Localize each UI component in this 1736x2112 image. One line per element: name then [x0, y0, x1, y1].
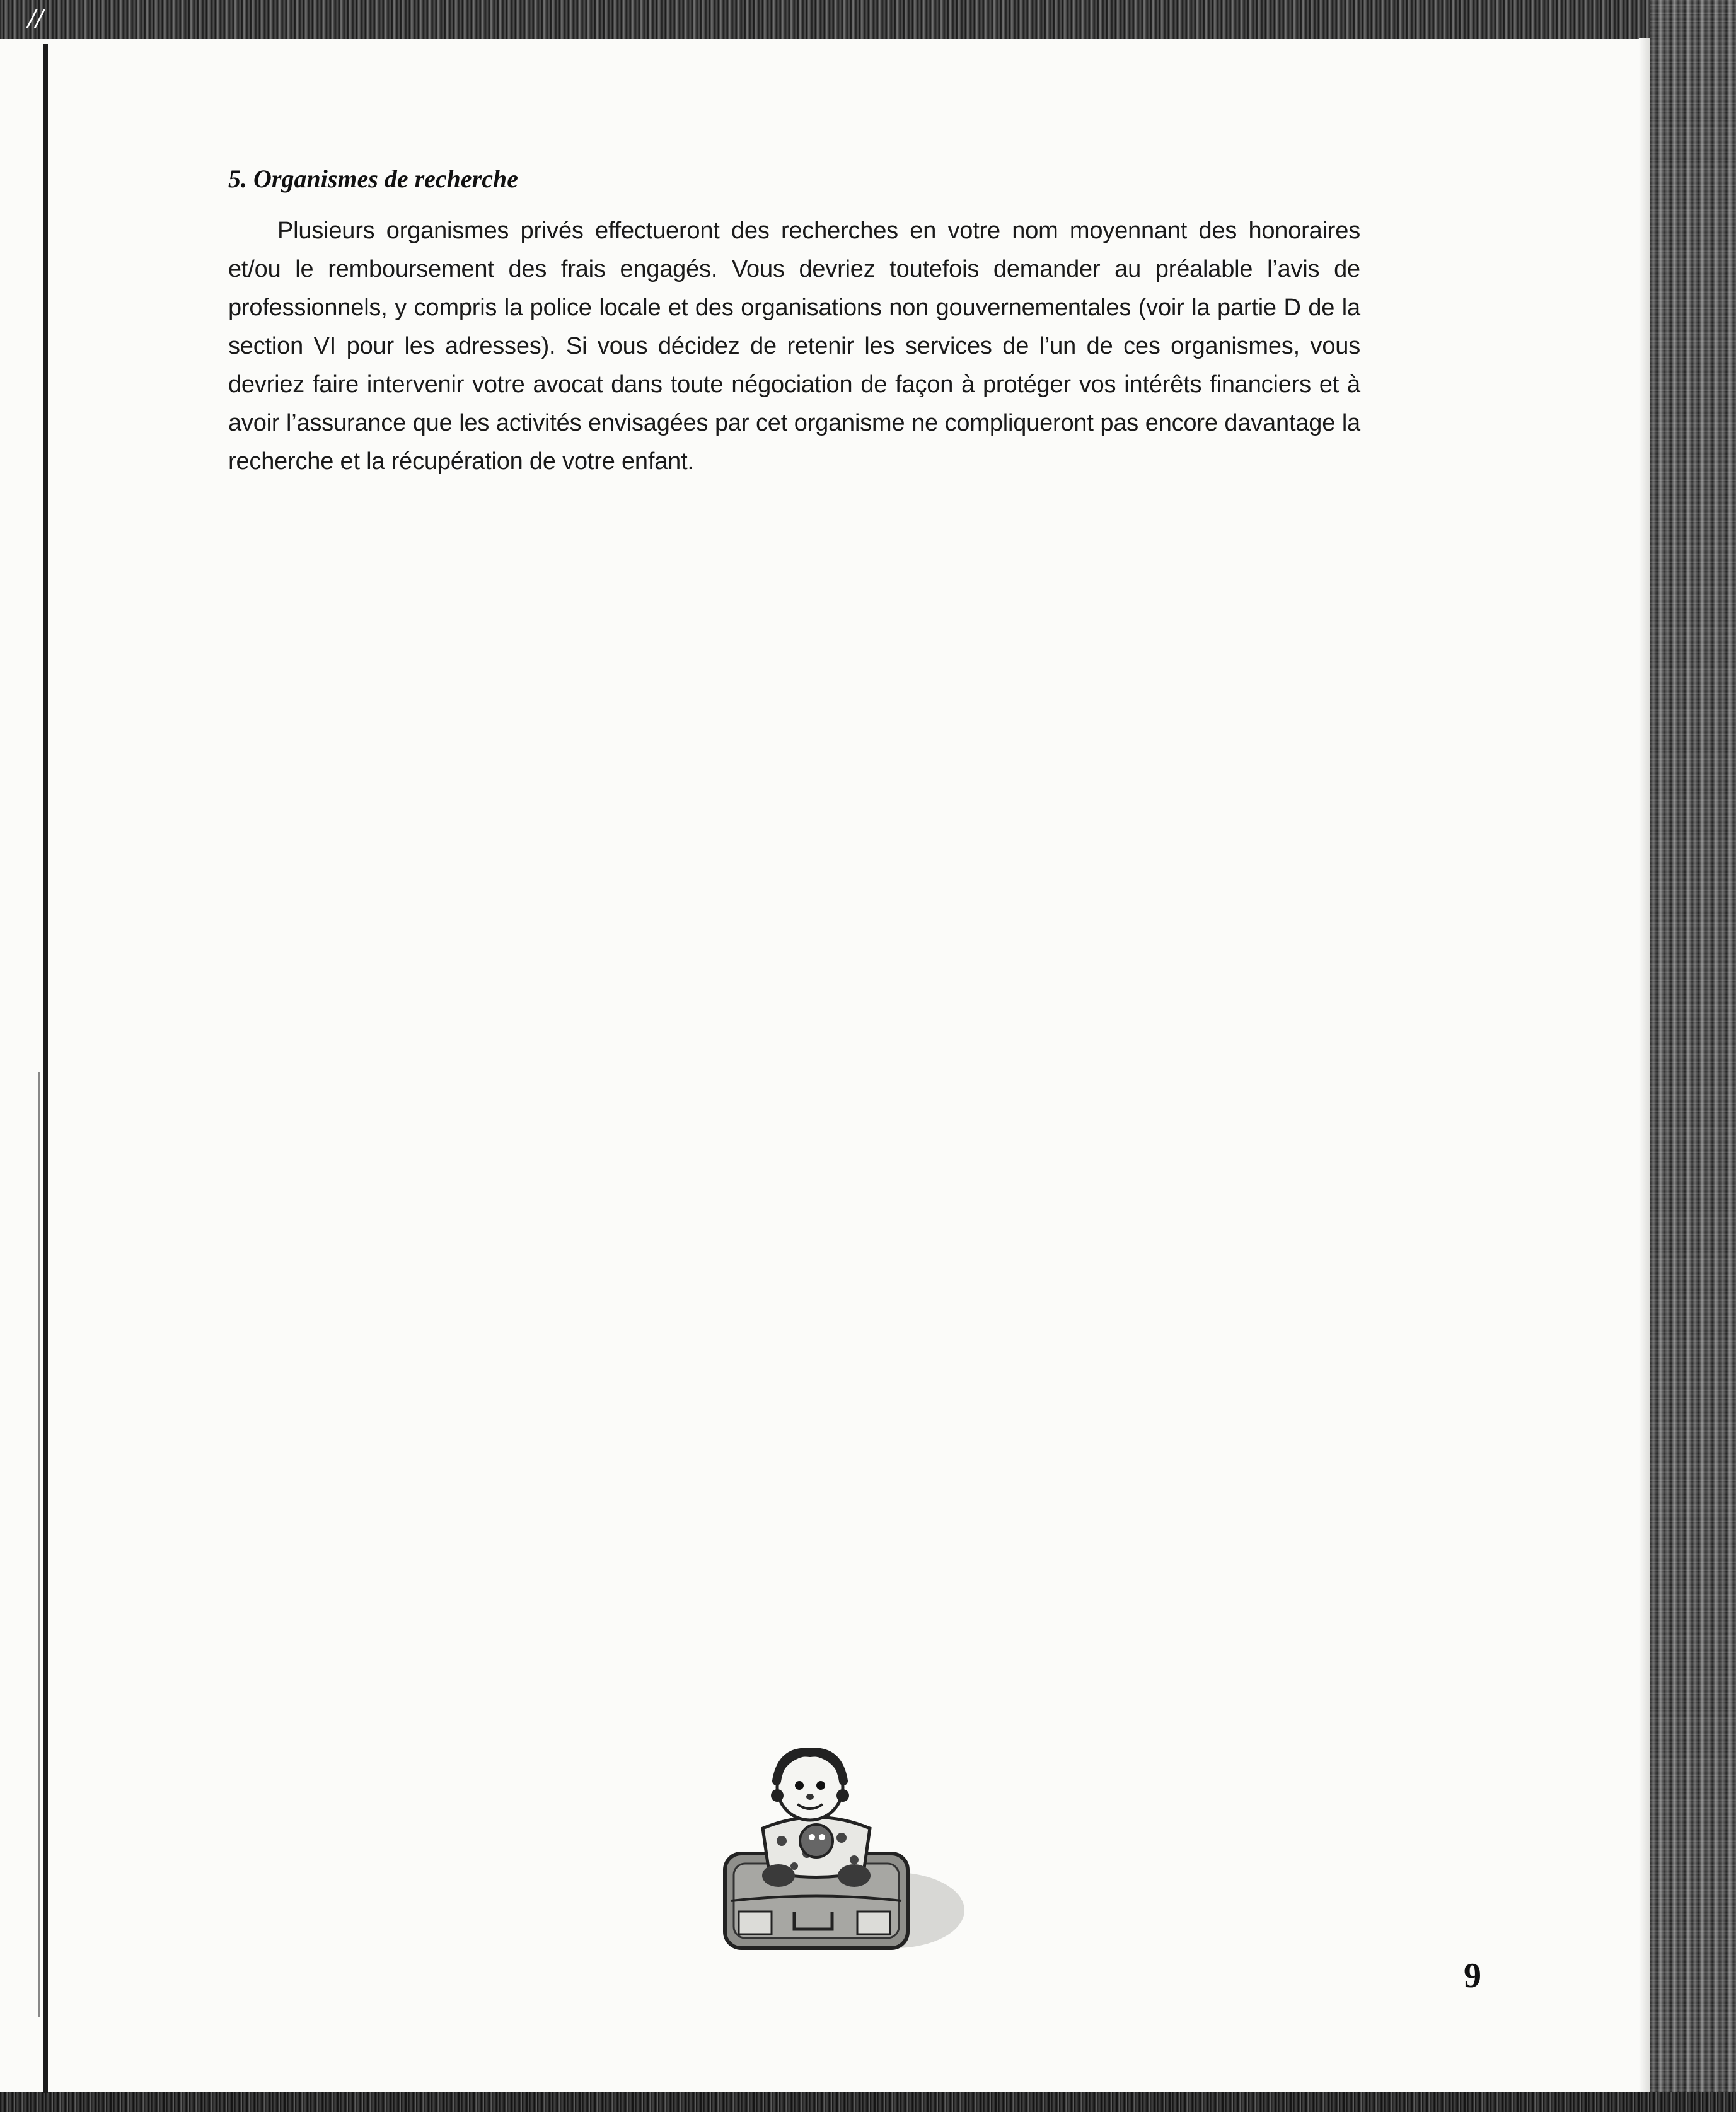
- page-edge-shadow: [1639, 38, 1652, 2093]
- scan-border-left: [43, 44, 48, 2093]
- scan-border-bottom: [0, 2092, 1736, 2112]
- scan-border-top: [0, 0, 1736, 39]
- scan-border-right: [1650, 0, 1736, 2112]
- scan-mark: //: [28, 3, 43, 34]
- scan-line-left: [38, 1072, 40, 2017]
- section-heading: 5. Organismes de recherche: [228, 165, 518, 193]
- section-paragraph: Plusieurs organismes privés effectueront des recherches en votre nom moyennant des honoraires et/ou le remboursement des frais engagés. Vous devriez toutefois demander au préalable l’avis de professionnels, y compris la police locale et des organisations non gouvernementales (voir la partie D de la section VI pour les adresses). Si vous décidez de retenir les services de l’un de ces organismes, vous devriez faire intervenir votre avocat dans toute négociation de façon à protéger vos intérêts financiers et à avoir l’assurance que les activités envisagées par cet organisme ne compliqueront pas encore davantage la recherche et la récupération de votre enfant.: [228, 218, 1360, 475]
- page-content: [228, 163, 1360, 481]
- page-number: 9: [1464, 1956, 1481, 1995]
- rag-doll-on-suitcase-icon: [706, 1746, 971, 1961]
